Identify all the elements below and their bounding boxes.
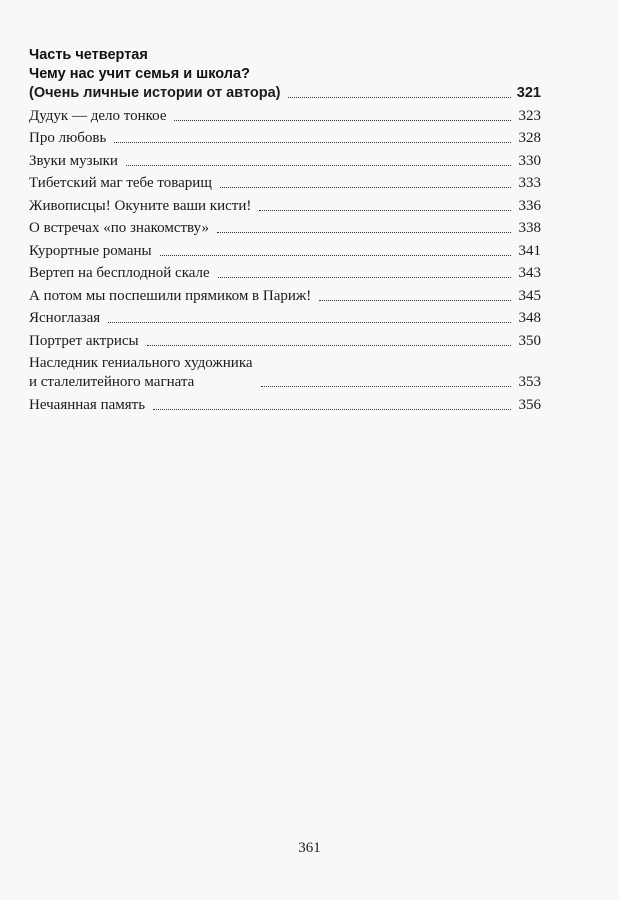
toc-entry xyxy=(29,174,541,193)
toc-entry-title: Дудук — дело тонкое xyxy=(29,107,167,124)
toc-entry xyxy=(29,129,541,148)
toc-entry-page: 330 xyxy=(518,152,541,169)
toc-entry-title: Про любовь xyxy=(29,130,107,146)
dot-leader xyxy=(220,187,511,188)
toc-entry xyxy=(29,197,541,216)
toc-entry-page: 348 xyxy=(518,310,541,326)
toc-entry-page: 323 xyxy=(518,107,541,124)
dot-leader xyxy=(217,232,511,233)
toc-entry-title-line: и сталелитейного магната xyxy=(29,374,195,390)
part-heading: Часть четвертая xyxy=(29,47,148,63)
toc-entry xyxy=(29,219,541,238)
toc-entry-title: Вертеп на бесплодной скале xyxy=(29,265,210,281)
dot-leader xyxy=(319,300,511,301)
toc-entry xyxy=(29,152,541,171)
toc-entry xyxy=(29,107,541,126)
toc-entry-page: 321 xyxy=(516,85,541,101)
dot-leader xyxy=(218,277,511,278)
toc-entry-title: Ясноглазая xyxy=(29,310,101,326)
toc-entry-title: О встречах «по знакомству» xyxy=(29,220,209,236)
toc-entry-title: Нечаянная память xyxy=(29,396,146,413)
toc-entry-page: 328 xyxy=(518,130,541,146)
toc-entry-title: Курортные романы xyxy=(29,242,152,259)
dot-leader xyxy=(174,120,511,121)
toc-entry-page: 356 xyxy=(518,396,541,413)
dot-leader xyxy=(114,142,511,143)
page-number: 361 xyxy=(298,840,321,856)
toc-entry xyxy=(29,354,541,392)
dot-leader xyxy=(288,97,510,98)
toc-entry xyxy=(29,242,541,261)
dot-leader xyxy=(160,255,511,256)
toc-entry-title: (Очень личные истории от автора) xyxy=(29,85,281,101)
toc-entry-title xyxy=(29,354,253,392)
dot-leader xyxy=(259,210,511,211)
toc-entry xyxy=(29,309,541,328)
dot-leader xyxy=(153,409,511,410)
part-subtitle: Чему нас учит семья и школа? xyxy=(29,66,250,82)
toc-entry-page: 336 xyxy=(518,197,541,214)
toc-entry xyxy=(29,396,541,415)
toc-entry-page: 341 xyxy=(518,242,541,259)
dot-leader xyxy=(126,165,511,166)
toc-entry xyxy=(29,264,541,283)
toc-entry-title: Живописцы! Окуните ваши кисти! xyxy=(29,197,252,214)
toc-entry-page: 345 xyxy=(518,287,541,304)
dot-leader xyxy=(108,322,511,323)
toc-entry-title: Тибетский маг тебе товарищ xyxy=(29,175,212,191)
toc-entry-page: 353 xyxy=(518,374,541,390)
toc-entry-page: 338 xyxy=(518,220,541,236)
toc-entry-title: Звуки музыки xyxy=(29,152,118,169)
toc-entry-page: 350 xyxy=(518,332,541,349)
dot-leader xyxy=(261,386,511,387)
toc-entry-page: 343 xyxy=(518,265,541,281)
toc-entry xyxy=(29,332,541,351)
toc-entry-title: Портрет актрисы xyxy=(29,332,139,349)
toc-entry xyxy=(29,287,541,306)
toc-entry-page: 333 xyxy=(518,175,541,191)
table-of-contents xyxy=(29,46,541,415)
toc-entry-title: А потом мы поспешили прямиком в Париж! xyxy=(29,287,312,304)
dot-leader xyxy=(147,345,511,346)
toc-entry xyxy=(29,84,541,103)
toc-entry-title-line: Наследник гениального художника xyxy=(29,355,253,371)
